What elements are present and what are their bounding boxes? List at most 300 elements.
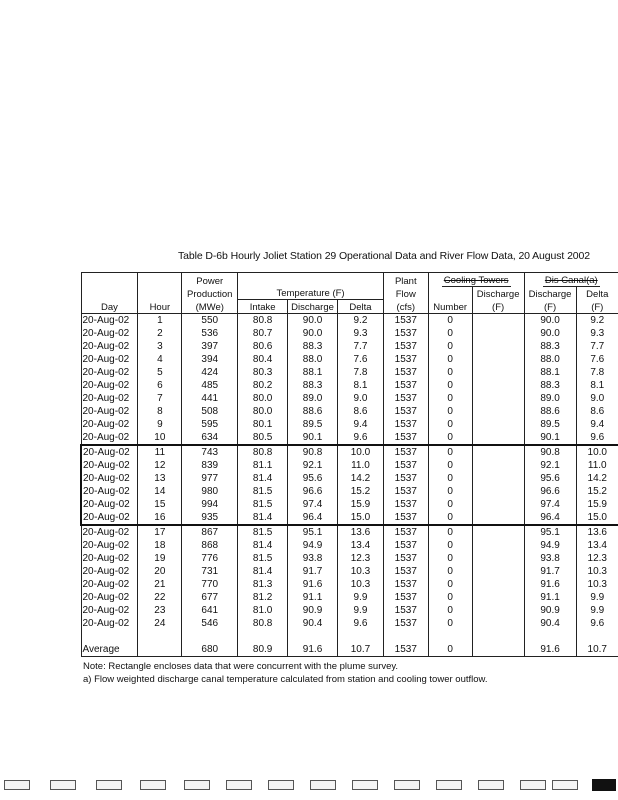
cell-ct-discharge: [472, 353, 524, 366]
cell-flow: 1537: [383, 511, 428, 525]
cell-intake: 81.0: [238, 604, 288, 617]
header-ct-discharge-1: Discharge: [472, 287, 524, 300]
cell-delta: 7.6: [338, 353, 384, 366]
cell-delta: 9.2: [338, 314, 384, 328]
cell-power: 641: [182, 604, 238, 617]
cell-hour: 14: [138, 485, 182, 498]
cell-ct-discharge: [472, 565, 524, 578]
cell-ct-discharge: [472, 539, 524, 552]
cell-dc-discharge: 91.6: [524, 578, 576, 591]
cell-intake: 81.4: [238, 511, 288, 525]
table-row: [81, 498, 618, 511]
header-flow-3: (cfs): [383, 300, 428, 314]
cell-dc-delta: 10.0: [576, 445, 618, 459]
cell-delta: 11.0: [338, 459, 384, 472]
cell-discharge: 94.9: [288, 539, 338, 552]
cell-power: 536: [182, 327, 238, 340]
cell-power: 743: [182, 445, 238, 459]
cell-dc-delta: 9.9: [576, 604, 618, 617]
scan-mark: [50, 780, 76, 790]
header-intake: Intake: [238, 300, 288, 314]
cell-dc-discharge: 90.8: [524, 445, 576, 459]
cell-ct-discharge: [472, 366, 524, 379]
header-dis-canal: Dis Canal(a): [544, 275, 598, 286]
cell-discharge: 91.1: [288, 591, 338, 604]
table-body: [81, 314, 618, 657]
cell-hour: 17: [138, 525, 182, 539]
scan-mark: [140, 780, 166, 790]
cell-delta: 10.3: [338, 578, 384, 591]
scan-mark: [394, 780, 420, 790]
cell-flow: 1537: [383, 445, 428, 459]
header-dc-delta-2: (F): [576, 300, 618, 314]
cell-number: 0: [428, 578, 472, 591]
cell-dc-discharge: 94.9: [524, 539, 576, 552]
cell-delta: 9.3: [338, 327, 384, 340]
table-row: [81, 459, 618, 472]
cell-dc-delta: 12.3: [576, 552, 618, 565]
table-row: [81, 314, 618, 328]
table-row: [81, 617, 618, 630]
header-power-3: (MWe): [182, 300, 238, 314]
cell-flow: 1537: [383, 578, 428, 591]
cell-power: 424: [182, 366, 238, 379]
cell-power: 546: [182, 617, 238, 630]
cell-ct-discharge: [472, 485, 524, 498]
cell-hour: 12: [138, 459, 182, 472]
cell-dc-discharge: 95.1: [524, 525, 576, 539]
cell-intake: 81.3: [238, 578, 288, 591]
header-ct-discharge-2: (F): [472, 300, 524, 314]
cell-power: 776: [182, 552, 238, 565]
cell-flow: 1537: [383, 314, 428, 328]
cell-hour: 3: [138, 340, 182, 353]
cell-dc-discharge: 96.4: [524, 511, 576, 525]
average-label: Average: [81, 643, 138, 657]
cell-power: 441: [182, 392, 238, 405]
cell-dc-delta: 9.3: [576, 327, 618, 340]
cell-day: 20-Aug-02: [81, 445, 138, 459]
cell-day: 20-Aug-02: [81, 617, 138, 630]
cell-number: 0: [428, 525, 472, 539]
cell-hour: 8: [138, 405, 182, 418]
cell-hour: 13: [138, 472, 182, 485]
cell-discharge: 92.1: [288, 459, 338, 472]
cell-number: 0: [428, 472, 472, 485]
cell-dc-delta: 9.9: [576, 591, 618, 604]
header-flow-2: Flow: [383, 287, 428, 300]
cell-flow: 1537: [383, 485, 428, 498]
scan-mark: [226, 780, 252, 790]
cell-flow: 1537: [383, 418, 428, 431]
cell-power: 397: [182, 340, 238, 353]
scan-mark-dark: [592, 779, 616, 791]
cell-intake: 81.5: [238, 485, 288, 498]
cell-ct-discharge: [472, 392, 524, 405]
cell-discharge: 91.6: [288, 578, 338, 591]
cell-flow: 1537: [383, 327, 428, 340]
cell-day: 20-Aug-02: [81, 314, 138, 328]
cell-dc-delta: 9.0: [576, 392, 618, 405]
cell-discharge: 90.9: [288, 604, 338, 617]
cell-power: 677: [182, 591, 238, 604]
header-dc-discharge-2: (F): [524, 300, 576, 314]
cell-hour: 7: [138, 392, 182, 405]
cell-power: 731: [182, 565, 238, 578]
header-day: Day: [81, 300, 138, 314]
cell-flow: 1537: [383, 525, 428, 539]
cell-flow: 1537: [383, 604, 428, 617]
table-row: [81, 392, 618, 405]
table-row: [81, 565, 618, 578]
cell-power: 980: [182, 485, 238, 498]
cell-delta: 15.2: [338, 485, 384, 498]
cell-delta: 9.9: [338, 591, 384, 604]
table-row: [81, 525, 618, 539]
cell-intake: 80.0: [238, 405, 288, 418]
cell-day: 20-Aug-02: [81, 604, 138, 617]
cell-power: 508: [182, 405, 238, 418]
cell-dc-discharge: 90.4: [524, 617, 576, 630]
cell-number: 0: [428, 459, 472, 472]
cell-number: 0: [428, 431, 472, 445]
cell-intake: 80.8: [238, 314, 288, 328]
cell-discharge: 88.0: [288, 353, 338, 366]
cell-power: 977: [182, 472, 238, 485]
cell-flow: 1537: [383, 392, 428, 405]
cell-flow: 1537: [383, 591, 428, 604]
cell-hour: 11: [138, 445, 182, 459]
cell-number: 0: [428, 340, 472, 353]
table-row: [81, 418, 618, 431]
cell-hour: 15: [138, 498, 182, 511]
cell-ct-discharge: [472, 405, 524, 418]
table-row: [81, 445, 618, 459]
cell-dc-discharge: 88.0: [524, 353, 576, 366]
cell-discharge: 91.7: [288, 565, 338, 578]
cell-number: 0: [428, 366, 472, 379]
cell-flow: 1537: [383, 366, 428, 379]
spacer-row: [81, 630, 618, 643]
cell-ct-discharge: [472, 445, 524, 459]
cell-dc-delta: 9.6: [576, 617, 618, 630]
header-number: Number: [428, 300, 472, 314]
cell-power: 485: [182, 379, 238, 392]
cell-hour: 10: [138, 431, 182, 445]
cell-delta: 7.8: [338, 366, 384, 379]
cell-number: 0: [428, 353, 472, 366]
cell-number: 0: [428, 498, 472, 511]
cell-ct-discharge: [472, 552, 524, 565]
cell-flow: 1537: [383, 459, 428, 472]
header-cooling-towers: Cooling Towers: [443, 275, 509, 286]
cell-dc-discharge: 88.3: [524, 379, 576, 392]
cell-power: 867: [182, 525, 238, 539]
cell-hour: 9: [138, 418, 182, 431]
header-power-1: Power: [182, 273, 238, 288]
cell-delta: 9.4: [338, 418, 384, 431]
cell-dc-delta: 9.6: [576, 431, 618, 445]
cell-intake: 80.4: [238, 353, 288, 366]
cell-delta: 8.6: [338, 405, 384, 418]
average-row: [81, 643, 618, 657]
scan-mark: [478, 780, 504, 790]
cell-intake: 81.4: [238, 565, 288, 578]
cell-power: 595: [182, 418, 238, 431]
cell-day: 20-Aug-02: [81, 353, 138, 366]
table-row: [81, 340, 618, 353]
table-row: [81, 552, 618, 565]
cell-power: 394: [182, 353, 238, 366]
scan-mark: [268, 780, 294, 790]
cell-day: 20-Aug-02: [81, 485, 138, 498]
cell-number: 0: [428, 591, 472, 604]
table-row: [81, 604, 618, 617]
cell-day: 20-Aug-02: [81, 459, 138, 472]
average-dc-discharge: 91.6: [524, 643, 576, 657]
table-row: [81, 511, 618, 525]
cell-discharge: 95.1: [288, 525, 338, 539]
header-dc-discharge-1: Discharge: [524, 287, 576, 300]
cell-discharge: 88.1: [288, 366, 338, 379]
cell-ct-discharge: [472, 314, 524, 328]
table-title: Table D-6b Hourly Joliet Station 29 Operational Data and River Flow Data, 20 August 2002: [178, 250, 591, 262]
cell-flow: 1537: [383, 340, 428, 353]
cell-dc-delta: 10.3: [576, 578, 618, 591]
cell-day: 20-Aug-02: [81, 578, 138, 591]
cell-ct-discharge: [472, 525, 524, 539]
average-hour: [138, 643, 182, 657]
scan-mark: [352, 780, 378, 790]
cell-number: 0: [428, 511, 472, 525]
average-ct-discharge: [472, 643, 524, 657]
cell-delta: 13.6: [338, 525, 384, 539]
table-row: [81, 327, 618, 340]
cell-day: 20-Aug-02: [81, 431, 138, 445]
cell-intake: 80.1: [238, 418, 288, 431]
cell-delta: 9.0: [338, 392, 384, 405]
cell-hour: 19: [138, 552, 182, 565]
cell-hour: 23: [138, 604, 182, 617]
cell-dc-discharge: 90.0: [524, 327, 576, 340]
average-dc-delta: 10.7: [576, 643, 618, 657]
cell-day: 20-Aug-02: [81, 405, 138, 418]
cell-dc-delta: 8.6: [576, 405, 618, 418]
cell-power: 839: [182, 459, 238, 472]
cell-intake: 81.2: [238, 591, 288, 604]
cell-intake: 80.0: [238, 392, 288, 405]
cell-discharge: 89.0: [288, 392, 338, 405]
cell-flow: 1537: [383, 353, 428, 366]
average-intake: 80.9: [238, 643, 288, 657]
rectangle-note: Note: Rectangle encloses data that were concurrent with the plume survey.: [83, 661, 399, 672]
cell-number: 0: [428, 327, 472, 340]
cell-delta: 13.4: [338, 539, 384, 552]
cell-number: 0: [428, 485, 472, 498]
cell-number: 0: [428, 314, 472, 328]
cell-intake: 81.1: [238, 459, 288, 472]
cell-day: 20-Aug-02: [81, 418, 138, 431]
cell-discharge: 89.5: [288, 418, 338, 431]
cell-hour: 1: [138, 314, 182, 328]
table-row: [81, 472, 618, 485]
cell-dc-discharge: 88.6: [524, 405, 576, 418]
cell-intake: 80.7: [238, 327, 288, 340]
cell-discharge: 88.3: [288, 379, 338, 392]
average-number: 0: [428, 643, 472, 657]
cell-delta: 15.0: [338, 511, 384, 525]
scan-mark: [184, 780, 210, 790]
scan-mark: [310, 780, 336, 790]
cell-power: 994: [182, 498, 238, 511]
cell-ct-discharge: [472, 498, 524, 511]
cell-dc-delta: 9.4: [576, 418, 618, 431]
cell-discharge: 90.4: [288, 617, 338, 630]
cell-dc-discharge: 97.4: [524, 498, 576, 511]
cell-day: 20-Aug-02: [81, 525, 138, 539]
cell-dc-delta: 15.0: [576, 511, 618, 525]
table-row: [81, 379, 618, 392]
cell-intake: 80.3: [238, 366, 288, 379]
cell-dc-discharge: 95.6: [524, 472, 576, 485]
cell-discharge: 90.1: [288, 431, 338, 445]
cell-power: 935: [182, 511, 238, 525]
cell-dc-delta: 11.0: [576, 459, 618, 472]
cell-hour: 5: [138, 366, 182, 379]
cell-hour: 4: [138, 353, 182, 366]
cell-day: 20-Aug-02: [81, 552, 138, 565]
cell-dc-delta: 7.6: [576, 353, 618, 366]
cell-ct-discharge: [472, 340, 524, 353]
cell-day: 20-Aug-02: [81, 366, 138, 379]
cell-dc-discharge: 91.7: [524, 565, 576, 578]
average-delta: 10.7: [338, 643, 384, 657]
cell-delta: 15.9: [338, 498, 384, 511]
cell-discharge: 88.3: [288, 340, 338, 353]
cell-hour: 2: [138, 327, 182, 340]
table-row: [81, 353, 618, 366]
scan-mark: [552, 780, 578, 790]
header-power-2: Production: [182, 287, 238, 300]
cell-dc-discharge: 90.9: [524, 604, 576, 617]
cell-delta: 9.6: [338, 617, 384, 630]
cell-flow: 1537: [383, 405, 428, 418]
cell-dc-delta: 10.3: [576, 565, 618, 578]
scan-mark: [436, 780, 462, 790]
cell-ct-discharge: [472, 617, 524, 630]
cell-number: 0: [428, 539, 472, 552]
header-temperature: Temperature (F): [238, 287, 384, 300]
cell-delta: 9.6: [338, 431, 384, 445]
cell-power: 770: [182, 578, 238, 591]
average-power: 680: [182, 643, 238, 657]
cell-delta: 14.2: [338, 472, 384, 485]
cell-day: 20-Aug-02: [81, 591, 138, 604]
cell-ct-discharge: [472, 472, 524, 485]
cell-hour: 22: [138, 591, 182, 604]
cell-delta: 10.0: [338, 445, 384, 459]
cell-dc-discharge: 96.6: [524, 485, 576, 498]
cell-discharge: 90.0: [288, 327, 338, 340]
cell-flow: 1537: [383, 552, 428, 565]
cell-dc-discharge: 88.3: [524, 340, 576, 353]
cell-ct-discharge: [472, 591, 524, 604]
cell-ct-discharge: [472, 379, 524, 392]
cell-hour: 18: [138, 539, 182, 552]
cell-discharge: 95.6: [288, 472, 338, 485]
cell-intake: 81.4: [238, 539, 288, 552]
cell-discharge: 93.8: [288, 552, 338, 565]
cell-hour: 20: [138, 565, 182, 578]
header-day-blank: [81, 273, 138, 288]
cell-dc-discharge: 90.1: [524, 431, 576, 445]
cell-dc-delta: 8.1: [576, 379, 618, 392]
cell-number: 0: [428, 617, 472, 630]
cell-ct-discharge: [472, 511, 524, 525]
cell-intake: 80.8: [238, 445, 288, 459]
table-row: [81, 431, 618, 445]
cell-discharge: 96.6: [288, 485, 338, 498]
cell-intake: 81.5: [238, 498, 288, 511]
scan-mark: [520, 780, 546, 790]
cell-dc-delta: 13.4: [576, 539, 618, 552]
cell-dc-delta: 15.9: [576, 498, 618, 511]
cell-dc-discharge: 90.0: [524, 314, 576, 328]
cell-discharge: 90.0: [288, 314, 338, 328]
table-header: [81, 273, 618, 314]
cell-day: 20-Aug-02: [81, 498, 138, 511]
cell-flow: 1537: [383, 498, 428, 511]
cell-delta: 7.7: [338, 340, 384, 353]
cell-intake: 80.5: [238, 431, 288, 445]
cell-dc-delta: 15.2: [576, 485, 618, 498]
cell-intake: 80.2: [238, 379, 288, 392]
cell-power: 868: [182, 539, 238, 552]
cell-number: 0: [428, 379, 472, 392]
cell-day: 20-Aug-02: [81, 379, 138, 392]
cell-dc-discharge: 92.1: [524, 459, 576, 472]
scan-mark: [4, 780, 30, 790]
cell-dc-delta: 9.2: [576, 314, 618, 328]
cell-dc-discharge: 93.8: [524, 552, 576, 565]
cell-hour: 21: [138, 578, 182, 591]
header-discharge: Discharge: [288, 300, 338, 314]
cell-dc-delta: 7.7: [576, 340, 618, 353]
footnote-a: a) Flow weighted discharge canal temperature calculated from station and cooling tower outflow.: [83, 674, 488, 685]
cell-number: 0: [428, 565, 472, 578]
cell-ct-discharge: [472, 459, 524, 472]
operational-data-table: [80, 272, 618, 657]
average-discharge: 91.6: [288, 643, 338, 657]
header-delta: Delta: [338, 300, 384, 314]
cell-intake: 80.6: [238, 340, 288, 353]
cell-day: 20-Aug-02: [81, 539, 138, 552]
cell-number: 0: [428, 445, 472, 459]
scan-mark: [96, 780, 122, 790]
cell-ct-discharge: [472, 418, 524, 431]
table-row: [81, 485, 618, 498]
table-row: [81, 578, 618, 591]
cell-ct-discharge: [472, 431, 524, 445]
cell-power: 550: [182, 314, 238, 328]
cell-intake: 81.4: [238, 472, 288, 485]
cell-day: 20-Aug-02: [81, 472, 138, 485]
cell-dc-discharge: 89.0: [524, 392, 576, 405]
cell-delta: 9.9: [338, 604, 384, 617]
cell-discharge: 96.4: [288, 511, 338, 525]
table-row: [81, 366, 618, 379]
cell-ct-discharge: [472, 578, 524, 591]
